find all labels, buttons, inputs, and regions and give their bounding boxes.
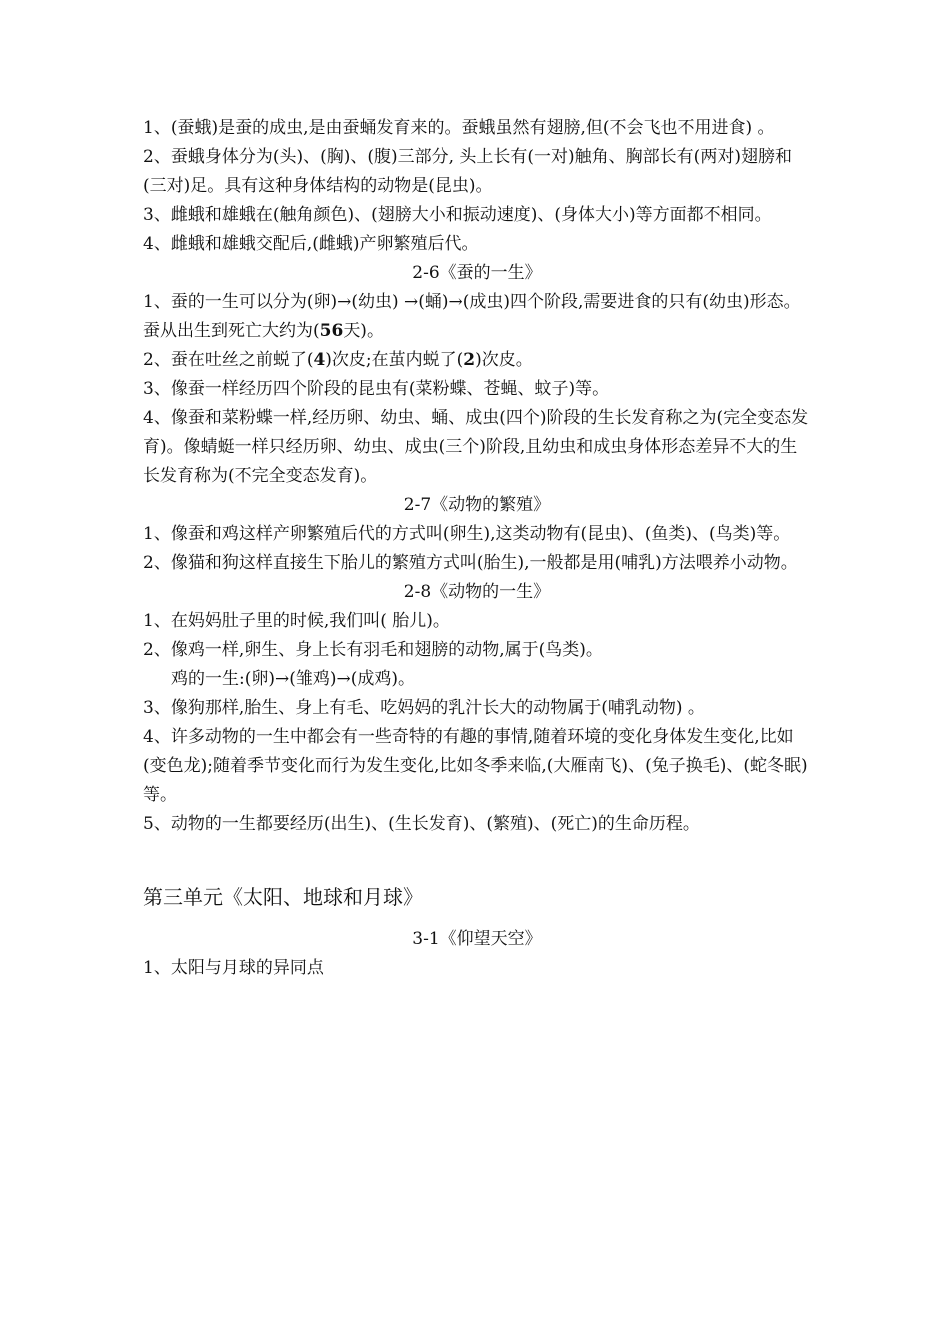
paragraph-2-7-1: 1、像蚕和鸡这样产卵繁殖后代的方式叫(卵生),这类动物有(昆虫)、(鱼类)、(鸟类)等。 [143, 524, 791, 544]
paragraph-2-7-2: 2、像猫和狗这样直接生下胎儿的繁殖方式叫(胎生),一般都是用(哺乳)方法喂养小动物。 [143, 553, 798, 573]
paragraph-2-6-3: 3、像蚕一样经历四个阶段的昆虫有(菜粉蝶、苍蝇、蚊子)等。 [143, 379, 610, 399]
paragraph-2-8-5: 5、动物的一生都要经历(出生)、(生长发育)、(繁殖)、(死亡)的生命历程。 [143, 814, 700, 834]
paragraph-2-8-3: 3、像狗那样,胎生、身上有毛、吃妈妈的乳汁长大的动物属于(哺乳动物) 。 [143, 698, 705, 718]
paragraph-2-5-4: 4、雌蛾和雄蛾交配后,(雌蛾)产卵繁殖后代。 [143, 234, 479, 254]
paragraph-2-8-2: 2、像鸡一样,卵生、身上长有羽毛和翅膀的动物,属于(鸟类)。 [143, 640, 603, 660]
paragraph-2-6-1 [143, 288, 811, 346]
paragraph-2-6-4: 4、像蚕和菜粉蝶一样,经历卵、幼虫、蛹、成虫(四个)阶段的生长发育称之为(完全变态发育)。像蜻蜓一样只经历卵、幼虫、成虫(三个)阶段,且幼虫和成虫身体形态差异不大的生长发育称为(不完全变态发育)。 [143, 408, 809, 486]
text-run: )次皮;在茧内蜕了( [325, 350, 464, 370]
section-title-2-6: 2-6《蚕的一生》 [412, 263, 542, 283]
bold-value: 56 [319, 321, 344, 341]
text-run: 2、蚕在吐丝之前蜕了( [143, 350, 314, 370]
paragraph-3-1-1: 1、太阳与月球的异同点 [143, 958, 324, 978]
bold-value: 4 [313, 350, 326, 370]
paragraph-2-8-1: 1、在妈妈肚子里的时候,我们叫( 胎儿)。 [143, 611, 450, 631]
paragraph-2-5-1: 1、(蚕蛾)是蚕的成虫,是由蚕蛹发育来的。蚕蛾虽然有翅膀,但(不会飞也不用进食) 。 [143, 118, 775, 138]
document-body [143, 114, 811, 983]
section-title-2-8: 2-8《动物的一生》 [403, 582, 551, 602]
paragraph-2-8-2-sub: 鸡的一生:(卵)→(雏鸡)→(成鸡)。 [171, 669, 416, 689]
unit-title: 第三单元《太阳、地球和月球》 [143, 885, 423, 909]
paragraph-2-6-2 [143, 346, 811, 375]
section-title-3-1: 3-1《仰望天空》 [412, 929, 542, 949]
text-run: 1、蚕的一生可以分为(卵)→(幼虫) →(蛹)→(成虫)四个阶段,需要进食的只有(幼虫)形态。蚕从出生到死亡大约为( [143, 292, 801, 341]
bold-value: 2 [463, 350, 476, 370]
paragraph-2-8-4: 4、许多动物的一生中都会有一些奇特的有趣的事情,随着环境的变化身体发生变化,比如(变色龙);随着季节变化而行为发生变化,比如冬季来临,(大雁南飞)、(兔子换毛)、(蛇冬眠)等。 [143, 727, 808, 805]
paragraph-2-5-3: 3、雌蛾和雄蛾在(触角颜色)、(翅膀大小和振动速度)、(身体大小)等方面都不相同。 [143, 205, 772, 225]
text-run: )次皮。 [475, 350, 533, 370]
paragraph-2-5-2: 2、蚕蛾身体分为(头)、(胸)、(腹)三部分, 头上长有(一对)触角、胸部长有(两对)翅膀和(三对)足。具有这种身体结构的动物是(昆虫)。 [143, 147, 792, 196]
text-run: 天)。 [343, 321, 384, 341]
section-title-2-7: 2-7《动物的繁殖》 [403, 495, 551, 515]
